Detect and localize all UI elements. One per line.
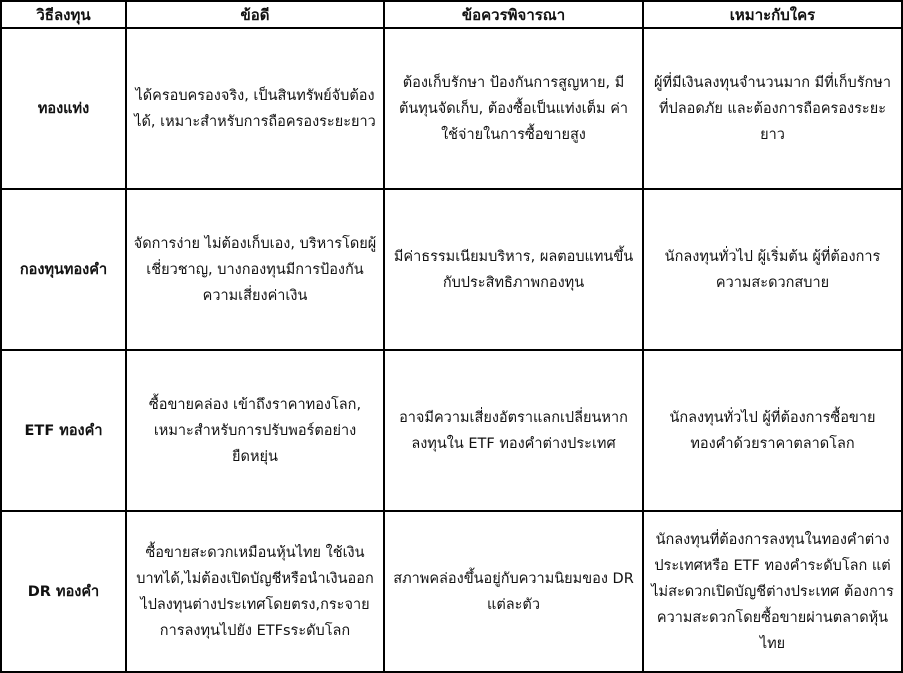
method-cell: DR ทองคำ (1, 511, 126, 672)
method-cell: ETF ทองคำ (1, 350, 126, 511)
considerations-cell: สภาพคล่องขึ้นอยู่กับความนิยมของ DR แต่ละตัว (384, 511, 643, 672)
suitable-for-cell: ผู้ที่มีเงินลงทุนจำนวนมาก มีที่เก็บรักษาที่ปลอดภัย และต้องการถือครองระยะยาว (643, 28, 902, 189)
considerations-cell: มีค่าธรรมเนียมบริหาร, ผลตอบแทนขึ้นกับประสิทธิภาพกองทุน (384, 189, 643, 350)
considerations-cell: อาจมีความเสี่ยงอัตราแลกเปลี่ยนหากลงทุนใน ETF ทองคำต่างประเทศ (384, 350, 643, 511)
pros-cell: ซื้อขายคล่อง เข้าถึงราคาทองโลก, เหมาะสำหรับการปรับพอร์ตอย่างยืดหยุ่น (126, 350, 384, 511)
header-method: วิธีลงทุน (1, 1, 126, 28)
header-suitable-for: เหมาะกับใคร (643, 1, 902, 28)
method-cell: กองทุนทองคำ (1, 189, 126, 350)
header-row (1, 1, 902, 28)
pros-cell: ได้ครอบครองจริง, เป็นสินทรัพย์จับต้องได้, เหมาะสำหรับการถือครองระยะยาว (126, 28, 384, 189)
header-considerations: ข้อควรพิจารณา (384, 1, 643, 28)
pros-cell: ซื้อขายสะดวกเหมือนหุ้นไทย ใช้เงินบาทได้,ไม่ต้องเปิดบัญชีหรือนำเงินออกไปลงทุนต่างประเทศโดยตรง,กระจายการลงทุนไปยัง ETFsระดับโลก (126, 511, 384, 672)
table-row (1, 189, 902, 350)
table-row (1, 28, 902, 189)
suitable-for-cell: นักลงทุนทั่วไป ผู้เริ่มต้น ผู้ที่ต้องการความสะดวกสบาย (643, 189, 902, 350)
considerations-cell: ต้องเก็บรักษา ป้องกันการสูญหาย, มีต้นทุนจัดเก็บ, ต้องซื้อเป็นแท่งเต็ม ค่าใช้จ่ายในการซื้อขายสูง (384, 28, 643, 189)
table-row (1, 350, 902, 511)
header-pros: ข้อดี (126, 1, 384, 28)
table-row (1, 511, 902, 672)
suitable-for-cell: นักลงทุนทั่วไป ผู้ที่ต้องการซื้อขายทองคำด้วยราคาตลาดโลก (643, 350, 902, 511)
suitable-for-cell: นักลงทุนที่ต้องการลงทุนในทองคำต่างประเทศหรือ ETF ทองคำระดับโลก แต่ไม่สะดวกเปิดบัญชีต่างประเทศ ต้องการความสะดวกโดยซื้อขายผ่านตลาดหุ้นไทย (643, 511, 902, 672)
method-cell: ทองแท่ง (1, 28, 126, 189)
pros-cell: จัดการง่าย ไม่ต้องเก็บเอง, บริหารโดยผู้เชี่ยวชาญ, บางกองทุนมีการป้องกันความเสี่ยงค่าเงิน (126, 189, 384, 350)
